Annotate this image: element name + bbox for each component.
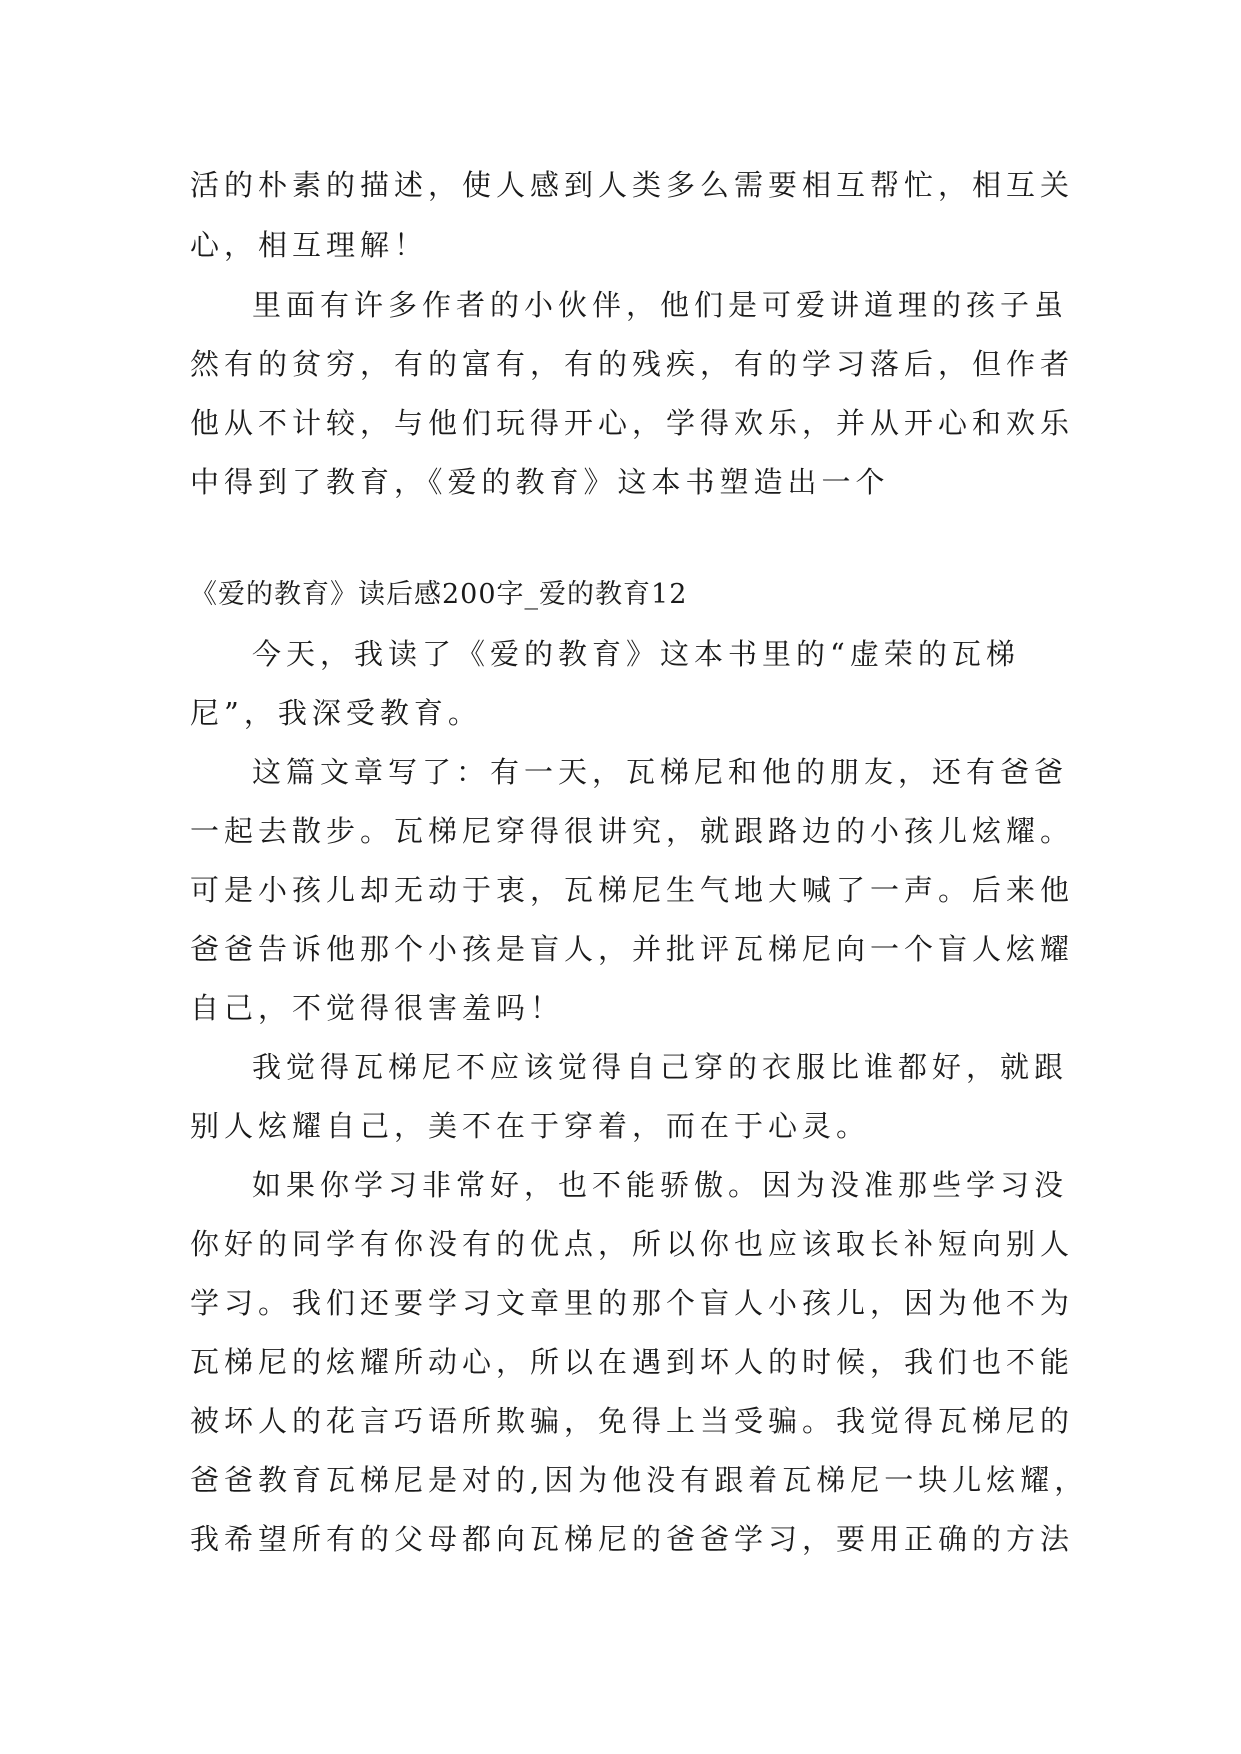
section-heading: 《爱的教育》读后感200字_爱的教育12 bbox=[190, 579, 688, 610]
paragraph-line: 学习。我们还要学习文章里的那个盲人小孩儿，因为他不为 bbox=[190, 1286, 1075, 1320]
paragraph-line: 自己，不觉得很害羞吗！ bbox=[190, 991, 565, 1025]
paragraph-line: 可是小孩儿却无动于衷，瓦梯尼生气地大喊了一声。后来他 bbox=[190, 873, 1075, 907]
paragraph-line: 别人炫耀自己，美不在于穿着，而在于心灵。 bbox=[190, 1109, 871, 1143]
paragraph-line: 你好的同学有你没有的优点，所以你也应该取长补短向别人 bbox=[190, 1227, 1075, 1261]
paragraph-line: 爸爸教育瓦梯尼是对的,因为他没有跟着瓦梯尼一块儿炫耀， bbox=[190, 1463, 1089, 1497]
paragraph-line: 他从不计较，与他们玩得开心，学得欢乐，并从开心和欢乐 bbox=[190, 406, 1075, 440]
paragraph-line: 今天，我读了《爱的教育》这本书里的“虚荣的瓦梯 bbox=[252, 637, 1020, 671]
paragraph-line: 我希望所有的父母都向瓦梯尼的爸爸学习，要用正确的方法 bbox=[190, 1522, 1075, 1556]
paragraph-line: 一起去散步。瓦梯尼穿得很讲究，就跟路边的小孩儿炫耀。 bbox=[190, 814, 1075, 848]
paragraph-line: 然有的贫穷，有的富有，有的残疾，有的学习落后，但作者 bbox=[190, 347, 1075, 381]
paragraph-line: 瓦梯尼的炫耀所动心，所以在遇到坏人的时候，我们也不能 bbox=[190, 1345, 1075, 1379]
paragraph-line: 这篇文章写了：有一天，瓦梯尼和他的朋友，还有爸爸 bbox=[252, 755, 1069, 789]
paragraph-line: 爸爸告诉他那个小孩是盲人，并批评瓦梯尼向一个盲人炫耀 bbox=[190, 932, 1075, 966]
paragraph-line: 中得到了教育，《爱的教育》这本书塑造出一个 bbox=[190, 465, 890, 499]
paragraph-line: 心，相互理解！ bbox=[190, 228, 429, 262]
paragraph-line: 活的朴素的描述，使人感到人类多么需要相互帮忙，相互关 bbox=[190, 168, 1075, 202]
paragraph-line: 被坏人的花言巧语所欺骗，免得上当受骗。我觉得瓦梯尼的 bbox=[190, 1404, 1075, 1438]
paragraph-line: 我觉得瓦梯尼不应该觉得自己穿的衣服比谁都好，就跟 bbox=[252, 1050, 1069, 1084]
paragraph-line: 尼”，我深受教育。 bbox=[190, 696, 482, 730]
paragraph-line: 里面有许多作者的小伙伴，他们是可爱讲道理的孩子虽 bbox=[252, 288, 1069, 322]
paragraph-line: 如果你学习非常好，也不能骄傲。因为没准那些学习没 bbox=[252, 1168, 1069, 1202]
